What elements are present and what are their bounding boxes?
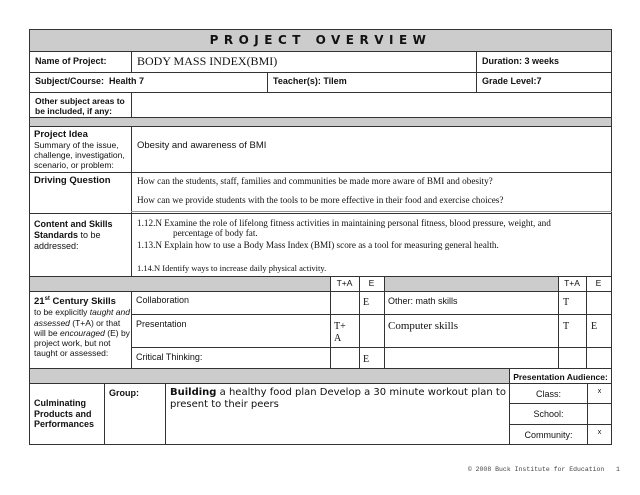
subject-course: Subject/Course: Health 7 — [35, 76, 145, 86]
col-header-e-right: E — [595, 278, 602, 288]
audience-school-label: School: — [533, 409, 564, 419]
century-desc: (T+A) or that will be — [34, 317, 121, 338]
driving-question-1: How can the students, staff, families and communities be made more aware of BMI and obesity? — [137, 176, 493, 186]
divider — [104, 383, 105, 445]
skill-presentation-ta: T+ A — [334, 321, 346, 344]
divider — [131, 126, 132, 276]
spacer-band — [30, 118, 611, 126]
group-product-bold: Building — [170, 387, 217, 398]
skills-header-band-mid — [385, 277, 558, 291]
century-desc: to be explicitly — [34, 307, 90, 318]
century-desc-taught: taught and assessed — [34, 307, 130, 328]
project-idea-desc: Summary of the issue, challenge, investigation, scenario, or problem: — [34, 140, 125, 170]
skill-computer-ta: T — [563, 321, 570, 332]
skill-presentation: Presentation — [136, 319, 187, 329]
col-header-e-left: E — [368, 278, 375, 288]
group-product-text — [170, 387, 506, 411]
century-skills-label — [34, 294, 130, 358]
audience-class-label: Class: — [535, 389, 561, 399]
century-desc-encouraged: encouraged — [59, 327, 105, 338]
skill-computer: Computer skills — [388, 320, 458, 332]
divider — [29, 291, 612, 292]
divider — [131, 211, 612, 212]
audience-community-mark: x — [597, 429, 602, 436]
divider — [509, 424, 612, 425]
divider — [29, 51, 612, 52]
copyright-text: © 2008 Buck Institute for Education — [467, 466, 605, 473]
footer-copyright — [460, 459, 620, 473]
divider — [165, 383, 166, 445]
standards-label-bold: Content and Skills Standards — [34, 219, 113, 240]
skills-header-band-left — [30, 277, 330, 291]
divider — [359, 276, 360, 368]
driving-question-label: Driving Question — [34, 175, 111, 186]
divider — [131, 291, 132, 368]
divider — [586, 276, 587, 368]
driving-question-2: How can we provide students with the tools to be more effective in their food and exercise choices? — [137, 195, 504, 205]
spacer-band-2 — [30, 369, 509, 383]
divider — [29, 383, 612, 384]
skill-critical-thinking-e: E — [363, 354, 370, 365]
page-number: 1 — [616, 466, 620, 473]
century-num: 21 — [34, 296, 45, 308]
divider — [131, 92, 132, 117]
standard-1-12: 1.12.N Examine the role of lifelong fitness activities in maintaining personal fitness, blood pressure, weight, and — [137, 218, 551, 228]
divider — [558, 276, 559, 368]
culminating-label: Culminating Products and Performances — [34, 398, 95, 429]
century-desc: (E) by project work, but not taught or assessed: — [34, 327, 130, 359]
standards-label — [34, 219, 129, 252]
col-header-ta-left: T+A — [336, 278, 353, 288]
century-sup: st — [44, 296, 50, 302]
divider — [131, 314, 612, 315]
col-header-ta-right: T+A — [564, 278, 580, 288]
group-product-rest: a healthy food plan Develop a 30 minute workout plan to present to their peers — [170, 387, 506, 410]
name-label: Name of Project: — [35, 56, 107, 66]
skill-collaboration-e: E — [363, 297, 370, 308]
divider — [131, 51, 132, 72]
teacher: Teacher(s): Tilem — [273, 76, 347, 86]
presentation-audience-label: Presentation Audience: — [513, 372, 608, 382]
skill-other-math-ta: T — [563, 297, 570, 308]
skill-collaboration: Collaboration — [136, 295, 190, 305]
project-idea-value: Obesity and awareness of BMI — [137, 140, 267, 151]
standard-1-13: 1.13.N Explain how to use a Body Mass Index (BMI) score as a tool for measuring general health. — [137, 240, 499, 250]
grade-level: Grade Level:7 — [482, 76, 542, 86]
group-label: Group: — [109, 388, 139, 398]
standard-1-12-cont: percentage of body fat. — [173, 228, 258, 238]
project-idea-label — [34, 129, 130, 170]
project-name-value: BODY MASS INDEX(BMI) — [137, 54, 278, 68]
duration: Duration: 3 weeks — [482, 56, 560, 66]
standards-label-rest: to be addressed: — [34, 230, 101, 251]
century-title: Century Skills — [49, 296, 116, 308]
standard-1-14: 1.14.N Identify ways to increase daily physical activity. — [137, 263, 327, 273]
divider — [29, 126, 612, 127]
divider — [131, 347, 612, 348]
skill-other-math: Other: math skills — [388, 296, 458, 306]
other-subjects-label: Other subject areas to be included, if any: — [35, 96, 125, 116]
divider — [509, 403, 612, 404]
divider — [384, 276, 385, 368]
divider — [29, 172, 612, 173]
skill-critical-thinking: Critical Thinking: — [136, 352, 203, 362]
divider — [29, 213, 612, 214]
divider — [330, 276, 331, 368]
audience-class-mark: x — [597, 388, 602, 395]
project-idea-title: Project Idea — [34, 129, 88, 140]
page-title: PROJECT OVERVIEW — [209, 33, 432, 47]
audience-community-label: Community: — [524, 430, 573, 440]
skill-computer-e: E — [591, 321, 598, 332]
